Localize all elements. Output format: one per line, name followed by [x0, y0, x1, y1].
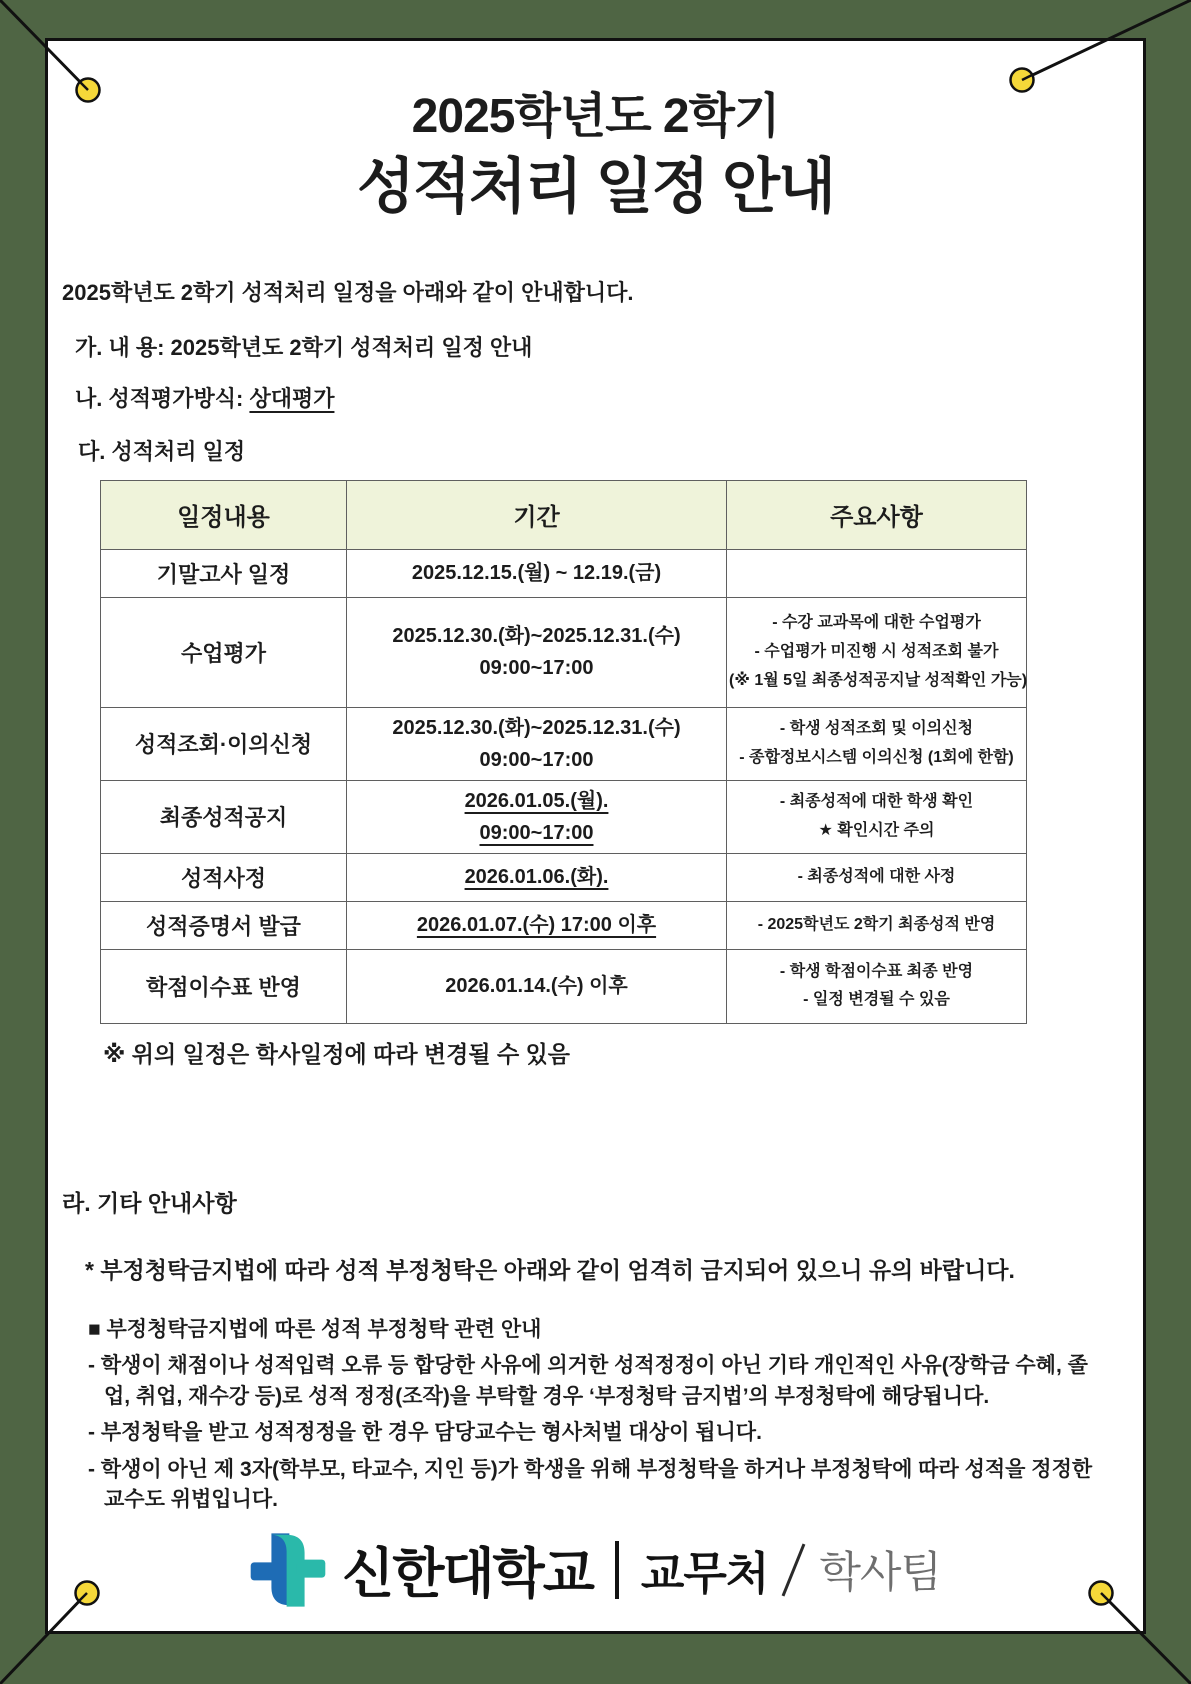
- note-line: - 2025학년도 2학기 최종성적 반영: [757, 915, 996, 933]
- period-line: 2026.01.05.(월).: [464, 789, 609, 812]
- title-line-2: 성적처리 일정 안내: [356, 152, 835, 220]
- row-period: [347, 901, 727, 949]
- header-schedule-item: 일정내용: [101, 480, 347, 549]
- anti-solicitation-warning: * 부정청탁금지법에 따라 성적 부정청탁은 아래와 같이 엄격히 금지되어 있으니 유의 바랍니다.: [85, 1256, 1015, 1283]
- row-notes: [727, 707, 1027, 780]
- shinhan-university-logo-icon: [250, 1532, 326, 1608]
- university-name: 신한대학교: [342, 1544, 593, 1605]
- note-line: - 일정 변경될 수 있음: [803, 991, 950, 1009]
- guide-item: - 학생이 채점이나 성적입력 오류 등 합당한 사유에 의거한 성적정정이 아닌 기타 개인적인 사유(장학금 수혜, 졸업, 취업, 재수강 등)로 성적 정정(조작)을 부탁할 경우 ‘부정청탁 금지법’의 부정청탁에 해당됩니다.: [88, 1354, 1088, 1408]
- grading-method-value: 상대평가: [249, 385, 335, 411]
- table-row: [101, 853, 1027, 901]
- table-row: [101, 549, 1027, 597]
- guide-item: - 학생이 아닌 제 3자(학부모, 타교수, 지인 등)가 학생을 위해 부정청탁을 하거나 부정청탁에 따라 성적을 정정한 교수도 위법입니다.: [88, 1457, 1093, 1511]
- period-line: 2026.01.06.(화).: [464, 866, 609, 889]
- table-row: [101, 949, 1027, 1023]
- row-name: 성적사정: [101, 853, 347, 901]
- guide-header: ■ 부정청탁금지법에 따른 성적 부정청탁 관련 안내: [88, 1317, 542, 1341]
- period-line: 09:00~17:00: [479, 821, 594, 844]
- item-schedule-heading: 다. 성적처리 일정: [78, 438, 246, 464]
- period-line: 09:00~17:00: [479, 748, 594, 771]
- footer-slash: [782, 1543, 806, 1596]
- schedule-table: [100, 480, 1027, 1024]
- row-notes: [727, 597, 1027, 707]
- row-notes: [727, 780, 1027, 853]
- period-line: 09:00~17:00: [479, 657, 594, 680]
- row-period: [347, 707, 727, 780]
- item-content: 가. 내 용: 2025학년도 2학기 성적처리 일정 안내: [75, 334, 533, 360]
- team-name: 학사팀: [819, 1549, 941, 1598]
- title-line-1: 2025학년도 2학기: [411, 90, 780, 143]
- note-line: - 수강 교과목에 대한 수업평가: [772, 614, 981, 632]
- item-grading-method: [75, 382, 1143, 413]
- section-other-notices: 라. 기타 안내사항: [62, 1189, 237, 1216]
- table-row: [101, 707, 1027, 780]
- note-line: - 학생 학점이수표 최종 반영: [779, 962, 974, 980]
- row-name: 최종성적공지: [101, 780, 347, 853]
- note-line: - 최종성적에 대한 사정: [797, 867, 956, 885]
- period-line: 2026.01.07.(수) 17:00 이후: [416, 914, 657, 937]
- table-row: [101, 780, 1027, 853]
- row-period: [347, 949, 727, 1023]
- row-notes: [727, 901, 1027, 949]
- table-row: [101, 901, 1027, 949]
- note-line: ★ 확인시간 주의: [818, 821, 935, 839]
- table-row: [101, 597, 1027, 707]
- footer-signature: [48, 1531, 1143, 1608]
- header-period: 기간: [347, 480, 727, 549]
- notice-poster: [45, 38, 1146, 1634]
- row-period: [347, 549, 727, 597]
- guide-item: - 부정청탁을 받고 성적정정을 한 경우 담당교수는 형사처벌 대상이 됩니다.: [88, 1421, 762, 1445]
- poster-title: [48, 91, 1143, 220]
- period-line: 2026.01.14.(수) 이후: [445, 975, 628, 998]
- row-name: 성적증명서 발급: [101, 901, 347, 949]
- period-line: 2025.12.30.(화)~2025.12.31.(수): [392, 716, 681, 739]
- anti-solicitation-guide: [88, 1315, 1113, 1516]
- period-line: 2025.12.15.(월) ~ 12.19.(금): [411, 562, 662, 585]
- header-remarks: 주요사항: [727, 480, 1027, 549]
- intro-text: 2025학년도 2학기 성적처리 일정을 아래와 같이 안내합니다.: [62, 279, 634, 305]
- note-line: - 종합정보시스템 이의신청 (1회에 한함): [739, 748, 1014, 766]
- grading-method-label: 나. 성적평가방식:: [75, 385, 250, 411]
- row-name: 수업평가: [101, 597, 347, 707]
- footer-divider-bar: [615, 1541, 619, 1599]
- note-line: - 수업평가 미진행 시 성적조회 불가: [754, 642, 999, 660]
- row-notes: [727, 949, 1027, 1023]
- period-line: 2025.12.30.(화)~2025.12.31.(수): [392, 625, 681, 648]
- table-header-row: [101, 480, 1027, 549]
- row-period: [347, 853, 727, 901]
- table-change-note: ※ 위의 일정은 학사일정에 따라 변경될 수 있음: [103, 1040, 571, 1067]
- department-name: 교무처: [640, 1548, 769, 1600]
- row-name: 기말고사 일정: [101, 549, 347, 597]
- row-notes: [727, 853, 1027, 901]
- row-name: 성적조회·이의신청: [101, 707, 347, 780]
- row-notes: [727, 549, 1027, 597]
- row-period: [347, 780, 727, 853]
- note-line: - 학생 성적조회 및 이의신청: [779, 720, 974, 737]
- note-line: - 최종성적에 대한 학생 확인: [779, 793, 974, 810]
- row-name: 학점이수표 반영: [101, 949, 347, 1023]
- row-period: [347, 597, 727, 707]
- note-line: (※ 1월 5일 최종성적공지날 성적확인 가능): [729, 671, 1028, 689]
